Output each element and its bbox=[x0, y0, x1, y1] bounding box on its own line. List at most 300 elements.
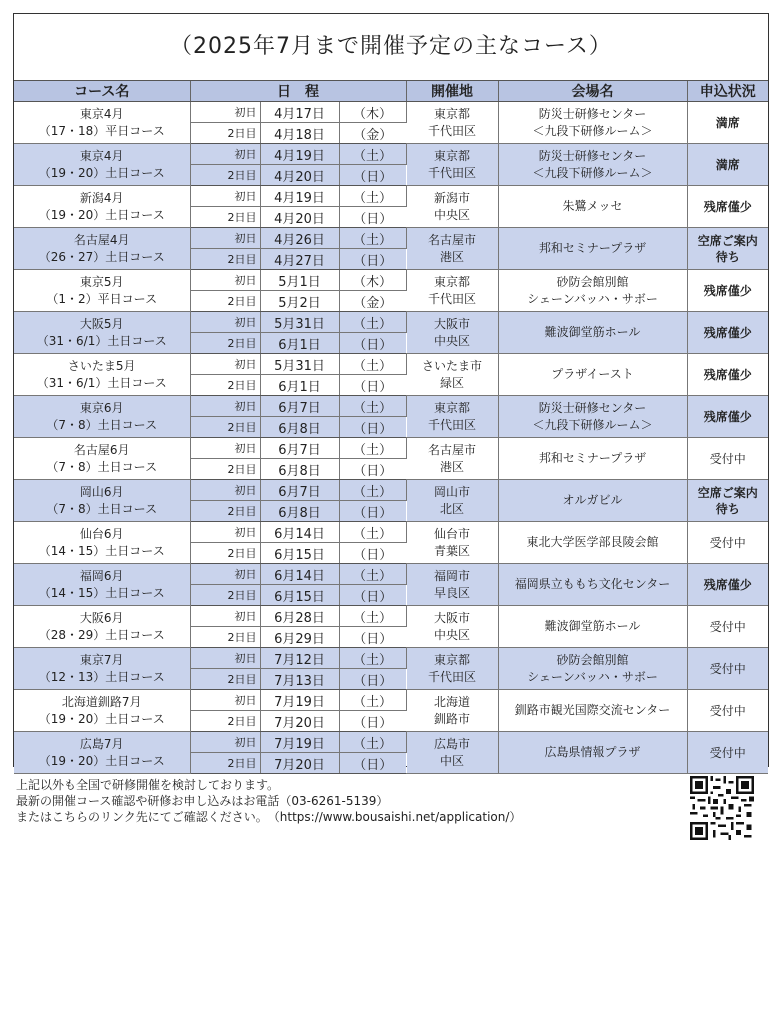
course-period-line: （7・8）土日コース bbox=[46, 459, 158, 474]
venue-line: 邦和セミナープラザ bbox=[538, 451, 647, 465]
weekday-first bbox=[339, 606, 406, 627]
course-row-day1 bbox=[14, 270, 768, 291]
date-value: 6月15日 bbox=[274, 547, 325, 563]
course-period-line: （26・27）土日コース bbox=[38, 249, 165, 264]
status-badge bbox=[687, 186, 768, 228]
date-first bbox=[260, 480, 339, 501]
course-name bbox=[14, 522, 190, 564]
venue bbox=[498, 690, 687, 732]
day-label-first bbox=[190, 438, 260, 459]
schedule-frame bbox=[13, 13, 769, 773]
location-ward: 港区 bbox=[440, 459, 465, 474]
day-label: 初日 bbox=[234, 358, 257, 371]
day-label: 初日 bbox=[234, 610, 257, 623]
status-badge bbox=[687, 270, 768, 312]
status-text: 受付中 bbox=[709, 703, 746, 718]
status-badge bbox=[687, 648, 768, 690]
status-text: 残席僅少 bbox=[703, 325, 752, 340]
status-text: 受付中 bbox=[709, 661, 746, 676]
venue-line: 難波御堂筋ホール bbox=[544, 325, 641, 339]
location-line: 岡山市 bbox=[434, 484, 471, 499]
weekday-first bbox=[339, 564, 406, 585]
weekday-second bbox=[339, 459, 406, 480]
date-value: 6月14日 bbox=[274, 568, 325, 584]
course-name-line: 東京4月 bbox=[79, 106, 124, 121]
day-label: 2日目 bbox=[227, 715, 257, 728]
date-first bbox=[260, 606, 339, 627]
date-first bbox=[260, 186, 339, 207]
venue bbox=[498, 312, 687, 354]
footer-line-2: 最新の開催コース確認や研修お申し込みはお電話（03-6261-5139） bbox=[16, 794, 389, 808]
date-value: 7月12日 bbox=[274, 652, 325, 668]
weekday-value: （日） bbox=[353, 673, 393, 689]
weekday-value: （日） bbox=[353, 379, 393, 395]
date-value: 5月31日 bbox=[274, 316, 325, 332]
day-label-second bbox=[190, 585, 260, 606]
weekday-value: （日） bbox=[353, 715, 393, 731]
date-first bbox=[260, 732, 339, 753]
day-label-first bbox=[190, 732, 260, 753]
date-first bbox=[260, 522, 339, 543]
date-second bbox=[260, 249, 339, 270]
page-title: （2025年7月まで開催予定の主なコース） bbox=[14, 14, 768, 81]
day-label: 2日目 bbox=[227, 673, 257, 686]
weekday-second bbox=[339, 207, 406, 228]
weekday-value: （日） bbox=[353, 211, 393, 227]
day-label-first bbox=[190, 648, 260, 669]
day-label: 初日 bbox=[234, 274, 257, 287]
location bbox=[406, 438, 498, 480]
qr-code-icon[interactable] bbox=[690, 776, 754, 840]
date-value: 4月27日 bbox=[274, 253, 325, 269]
course-name-line: 新潟4月 bbox=[79, 190, 124, 205]
date-second bbox=[260, 711, 339, 732]
venue-line: 広島県情報プラザ bbox=[544, 745, 641, 759]
date-second bbox=[260, 669, 339, 690]
date-value: 5月2日 bbox=[278, 295, 321, 311]
weekday-first bbox=[339, 102, 406, 123]
weekday-second bbox=[339, 669, 406, 690]
day-label: 初日 bbox=[234, 232, 257, 245]
location-line: 仙台市 bbox=[434, 526, 471, 541]
course-name bbox=[14, 606, 190, 648]
location bbox=[406, 564, 498, 606]
weekday-value: （日） bbox=[353, 589, 393, 605]
day-label: 初日 bbox=[234, 484, 257, 497]
day-label: 2日目 bbox=[227, 169, 257, 182]
course-period-line: （7・8）土日コース bbox=[46, 417, 158, 432]
status-badge bbox=[687, 144, 768, 186]
course-row-day1 bbox=[14, 690, 768, 711]
date-first bbox=[260, 354, 339, 375]
header-course: コース名 bbox=[14, 81, 190, 102]
status-text: 満席 bbox=[715, 115, 740, 130]
date-value: 4月19日 bbox=[274, 190, 325, 206]
day-label-first bbox=[190, 144, 260, 165]
venue bbox=[498, 732, 687, 774]
date-value: 5月1日 bbox=[278, 274, 321, 290]
venue-line: 邦和セミナープラザ bbox=[538, 241, 647, 255]
date-value: 6月14日 bbox=[274, 526, 325, 542]
course-name-line: 福岡6月 bbox=[79, 568, 124, 583]
status-badge bbox=[687, 606, 768, 648]
date-value: 7月20日 bbox=[274, 715, 325, 731]
day-label: 初日 bbox=[234, 400, 257, 413]
weekday-value: （日） bbox=[353, 421, 393, 437]
venue bbox=[498, 396, 687, 438]
course-name bbox=[14, 732, 190, 774]
day-label: 初日 bbox=[234, 316, 257, 329]
location-line: 新潟市 bbox=[434, 190, 471, 205]
weekday-value: （木） bbox=[353, 274, 393, 290]
weekday-value: （土） bbox=[353, 610, 393, 626]
status-text: 受付中 bbox=[709, 535, 746, 550]
location-ward: 千代田区 bbox=[428, 669, 477, 684]
venue-line: 砂防会館別館 bbox=[556, 274, 629, 289]
course-period-line: （14・15）土日コース bbox=[38, 585, 165, 600]
location-line: 東京都 bbox=[434, 106, 471, 121]
weekday-second bbox=[339, 501, 406, 522]
date-first bbox=[260, 648, 339, 669]
day-label-second bbox=[190, 753, 260, 774]
location-ward: 港区 bbox=[440, 249, 465, 264]
weekday-value: （土） bbox=[353, 442, 393, 458]
location bbox=[406, 648, 498, 690]
venue bbox=[498, 102, 687, 144]
location-ward: 釧路市 bbox=[434, 711, 471, 726]
location bbox=[406, 102, 498, 144]
venue-line: オルガビル bbox=[562, 493, 623, 507]
course-period-line: （12・13）土日コース bbox=[38, 669, 165, 684]
venue bbox=[498, 228, 687, 270]
day-label-first bbox=[190, 186, 260, 207]
footer-line-1: 上記以外も全国で研修開催を検討しております。 bbox=[16, 778, 280, 792]
day-label: 初日 bbox=[234, 736, 257, 749]
date-second bbox=[260, 501, 339, 522]
course-name bbox=[14, 270, 190, 312]
date-second bbox=[260, 333, 339, 354]
location-ward: 緑区 bbox=[440, 375, 465, 390]
weekday-second bbox=[339, 333, 406, 354]
day-label-first bbox=[190, 396, 260, 417]
day-label-second bbox=[190, 711, 260, 732]
location-line: 東京都 bbox=[434, 652, 471, 667]
weekday-value: （土） bbox=[353, 190, 393, 206]
status-text: 受付中 bbox=[709, 619, 746, 634]
course-period-line: （1・2）平日コース bbox=[46, 291, 158, 306]
date-value: 6月28日 bbox=[274, 610, 325, 626]
status-text: 残席僅少 bbox=[703, 199, 752, 214]
status-badge bbox=[687, 732, 768, 774]
status-badge bbox=[687, 312, 768, 354]
date-value: 6月7日 bbox=[278, 400, 321, 416]
course-name bbox=[14, 690, 190, 732]
course-row-day1 bbox=[14, 606, 768, 627]
course-row-day1 bbox=[14, 312, 768, 333]
status-text: 残席僅少 bbox=[703, 409, 752, 424]
weekday-value: （土） bbox=[353, 232, 393, 248]
header-status: 申込状況 bbox=[687, 81, 768, 102]
day-label: 初日 bbox=[234, 652, 257, 665]
status-badge bbox=[687, 396, 768, 438]
course-name-line: さいたま5月 bbox=[67, 358, 136, 373]
date-first bbox=[260, 144, 339, 165]
weekday-second bbox=[339, 711, 406, 732]
location bbox=[406, 144, 498, 186]
course-period-line: （19・20）土日コース bbox=[38, 207, 165, 222]
weekday-second bbox=[339, 417, 406, 438]
day-label: 初日 bbox=[234, 526, 257, 539]
course-name-line: 大阪5月 bbox=[79, 316, 124, 331]
status-badge bbox=[687, 522, 768, 564]
weekday-value: （土） bbox=[353, 736, 393, 752]
day-label: 2日目 bbox=[227, 631, 257, 644]
day-label: 初日 bbox=[234, 442, 257, 455]
venue-line: 福岡県立ももち文化センター bbox=[514, 577, 671, 591]
day-label: 2日目 bbox=[227, 463, 257, 476]
day-label-first bbox=[190, 312, 260, 333]
venue-line: 防災士研修センター bbox=[538, 106, 647, 121]
venue bbox=[498, 480, 687, 522]
weekday-first bbox=[339, 354, 406, 375]
status-badge bbox=[687, 102, 768, 144]
location-line: 名古屋市 bbox=[428, 442, 477, 457]
status-text: 受付中 bbox=[709, 745, 746, 760]
location-ward: 千代田区 bbox=[428, 165, 477, 180]
location-ward: 中央区 bbox=[434, 207, 471, 222]
course-name-line: 広島7月 bbox=[79, 736, 124, 751]
venue bbox=[498, 186, 687, 228]
weekday-first bbox=[339, 522, 406, 543]
location-ward: 青葉区 bbox=[434, 543, 471, 558]
course-period-line: （19・20）土日コース bbox=[38, 165, 165, 180]
day-label-first bbox=[190, 606, 260, 627]
weekday-second bbox=[339, 165, 406, 186]
venue-line: 朱鷺メッセ bbox=[562, 199, 623, 213]
day-label-second bbox=[190, 333, 260, 354]
location bbox=[406, 732, 498, 774]
weekday-value: （日） bbox=[353, 169, 393, 185]
day-label-first bbox=[190, 564, 260, 585]
day-label: 2日目 bbox=[227, 505, 257, 518]
location-ward: 中央区 bbox=[434, 627, 471, 642]
course-row-day1 bbox=[14, 102, 768, 123]
date-first bbox=[260, 270, 339, 291]
course-name-line: 名古屋4月 bbox=[73, 232, 130, 247]
location bbox=[406, 606, 498, 648]
day-label: 2日目 bbox=[227, 421, 257, 434]
weekday-value: （日） bbox=[353, 505, 393, 521]
weekday-value: （土） bbox=[353, 526, 393, 542]
course-period-line: （14・15）土日コース bbox=[38, 543, 165, 558]
status-badge bbox=[687, 228, 768, 270]
course-name bbox=[14, 186, 190, 228]
course-name-line: 名古屋6月 bbox=[73, 442, 130, 457]
date-value: 7月13日 bbox=[274, 673, 325, 689]
footer-note bbox=[16, 777, 521, 825]
venue bbox=[498, 270, 687, 312]
course-period-line: （28・29）土日コース bbox=[38, 627, 165, 642]
location bbox=[406, 480, 498, 522]
day-label-first bbox=[190, 228, 260, 249]
venue bbox=[498, 144, 687, 186]
day-label-second bbox=[190, 123, 260, 144]
date-value: 4月18日 bbox=[274, 127, 325, 143]
location-ward: 千代田区 bbox=[428, 123, 477, 138]
course-name-line: 東京6月 bbox=[79, 400, 124, 415]
venue-line: 防災士研修センター bbox=[538, 400, 647, 415]
venue-line: プラザイースト bbox=[551, 367, 634, 381]
day-label: 初日 bbox=[234, 694, 257, 707]
weekday-value: （日） bbox=[353, 463, 393, 479]
location-line: 大阪市 bbox=[434, 316, 471, 331]
weekday-value: （土） bbox=[353, 400, 393, 416]
date-value: 4月26日 bbox=[274, 232, 325, 248]
date-first bbox=[260, 312, 339, 333]
status-text: 受付中 bbox=[709, 451, 746, 466]
location bbox=[406, 312, 498, 354]
date-value: 5月31日 bbox=[274, 358, 325, 374]
day-label-second bbox=[190, 627, 260, 648]
course-name-line: 東京4月 bbox=[79, 148, 124, 163]
weekday-value: （土） bbox=[353, 694, 393, 710]
day-label: 初日 bbox=[234, 106, 257, 119]
course-row-day1 bbox=[14, 228, 768, 249]
status-badge bbox=[687, 564, 768, 606]
day-label-second bbox=[190, 669, 260, 690]
course-name bbox=[14, 396, 190, 438]
location bbox=[406, 186, 498, 228]
course-row-day1 bbox=[14, 186, 768, 207]
weekday-value: （土） bbox=[353, 358, 393, 374]
course-name-line: 岡山6月 bbox=[79, 484, 124, 499]
weekday-value: （金） bbox=[353, 127, 393, 143]
table-body bbox=[14, 102, 768, 774]
date-value: 4月20日 bbox=[274, 211, 325, 227]
weekday-second bbox=[339, 375, 406, 396]
weekday-value: （日） bbox=[353, 547, 393, 563]
course-period-line: （17・18）平日コース bbox=[38, 123, 165, 138]
weekday-first bbox=[339, 186, 406, 207]
date-value: 6月29日 bbox=[274, 631, 325, 647]
course-name-line: 東京5月 bbox=[79, 274, 124, 289]
weekday-second bbox=[339, 123, 406, 144]
weekday-value: （土） bbox=[353, 568, 393, 584]
day-label: 初日 bbox=[234, 190, 257, 203]
venue-subline: シェーンバッハ・サボー bbox=[527, 669, 658, 684]
status-text: 残席僅少 bbox=[703, 577, 752, 592]
weekday-first bbox=[339, 480, 406, 501]
header-schedule: 日 程 bbox=[190, 81, 406, 102]
location-ward: 北区 bbox=[440, 501, 465, 516]
course-row-day1 bbox=[14, 144, 768, 165]
location bbox=[406, 228, 498, 270]
weekday-second bbox=[339, 627, 406, 648]
weekday-first bbox=[339, 270, 406, 291]
date-value: 6月1日 bbox=[278, 337, 321, 353]
course-table bbox=[14, 81, 768, 774]
course-row-day1 bbox=[14, 732, 768, 753]
location-line: 大阪市 bbox=[434, 610, 471, 625]
course-name bbox=[14, 564, 190, 606]
footer-line-3: またはこちらのリンク先にてご確認ください。 （https://www.bousaishi.net/application/） bbox=[16, 810, 522, 824]
course-name-line: 東京7月 bbox=[79, 652, 124, 667]
day-label-second bbox=[190, 459, 260, 480]
venue-subline: ＜九段下研修ルーム＞ bbox=[532, 123, 653, 138]
date-value: 7月19日 bbox=[274, 694, 325, 710]
status-badge bbox=[687, 354, 768, 396]
course-row-day1 bbox=[14, 522, 768, 543]
venue-line: 釧路市観光国際交流センター bbox=[514, 703, 671, 717]
weekday-first bbox=[339, 312, 406, 333]
date-second bbox=[260, 375, 339, 396]
date-first bbox=[260, 564, 339, 585]
date-second bbox=[260, 207, 339, 228]
date-first bbox=[260, 102, 339, 123]
day-label-first bbox=[190, 102, 260, 123]
weekday-first bbox=[339, 648, 406, 669]
location-ward: 早良区 bbox=[434, 585, 471, 600]
date-value: 4月20日 bbox=[274, 169, 325, 185]
course-name bbox=[14, 438, 190, 480]
course-name bbox=[14, 228, 190, 270]
day-label: 2日目 bbox=[227, 589, 257, 602]
day-label-second bbox=[190, 543, 260, 564]
weekday-value: （日） bbox=[353, 631, 393, 647]
day-label-first bbox=[190, 690, 260, 711]
status-badge bbox=[687, 690, 768, 732]
weekday-first bbox=[339, 690, 406, 711]
status-badge bbox=[687, 438, 768, 480]
location bbox=[406, 396, 498, 438]
weekday-value: （土） bbox=[353, 148, 393, 164]
header-location: 開催地 bbox=[406, 81, 498, 102]
location-ward: 千代田区 bbox=[428, 417, 477, 432]
weekday-value: （金） bbox=[353, 295, 393, 311]
day-label-second bbox=[190, 417, 260, 438]
date-second bbox=[260, 753, 339, 774]
day-label: 初日 bbox=[234, 148, 257, 161]
location bbox=[406, 270, 498, 312]
day-label: 2日目 bbox=[227, 127, 257, 140]
date-value: 6月7日 bbox=[278, 442, 321, 458]
weekday-first bbox=[339, 228, 406, 249]
date-value: 6月1日 bbox=[278, 379, 321, 395]
venue bbox=[498, 522, 687, 564]
location-line: 東京都 bbox=[434, 274, 471, 289]
course-name-line: 仙台6月 bbox=[79, 526, 124, 541]
date-second bbox=[260, 291, 339, 312]
course-period-line: （31・6/1）土日コース bbox=[36, 333, 167, 348]
day-label: 2日目 bbox=[227, 757, 257, 770]
venue-subline: シェーンバッハ・サボー bbox=[527, 291, 658, 306]
weekday-value: （日） bbox=[353, 757, 393, 773]
weekday-second bbox=[339, 753, 406, 774]
day-label: 2日目 bbox=[227, 211, 257, 224]
location-line: 東京都 bbox=[434, 148, 471, 163]
location bbox=[406, 522, 498, 564]
status-text: 満席 bbox=[715, 157, 740, 172]
course-row-day1 bbox=[14, 648, 768, 669]
date-second bbox=[260, 417, 339, 438]
table-header-row bbox=[14, 81, 768, 102]
venue-line: 難波御堂筋ホール bbox=[544, 619, 641, 633]
course-name-line: 大阪6月 bbox=[79, 610, 124, 625]
location-ward: 中区 bbox=[440, 753, 465, 768]
location-ward: 中央区 bbox=[434, 333, 471, 348]
venue-line: 防災士研修センター bbox=[538, 148, 647, 163]
location-line: 広島市 bbox=[434, 736, 471, 751]
